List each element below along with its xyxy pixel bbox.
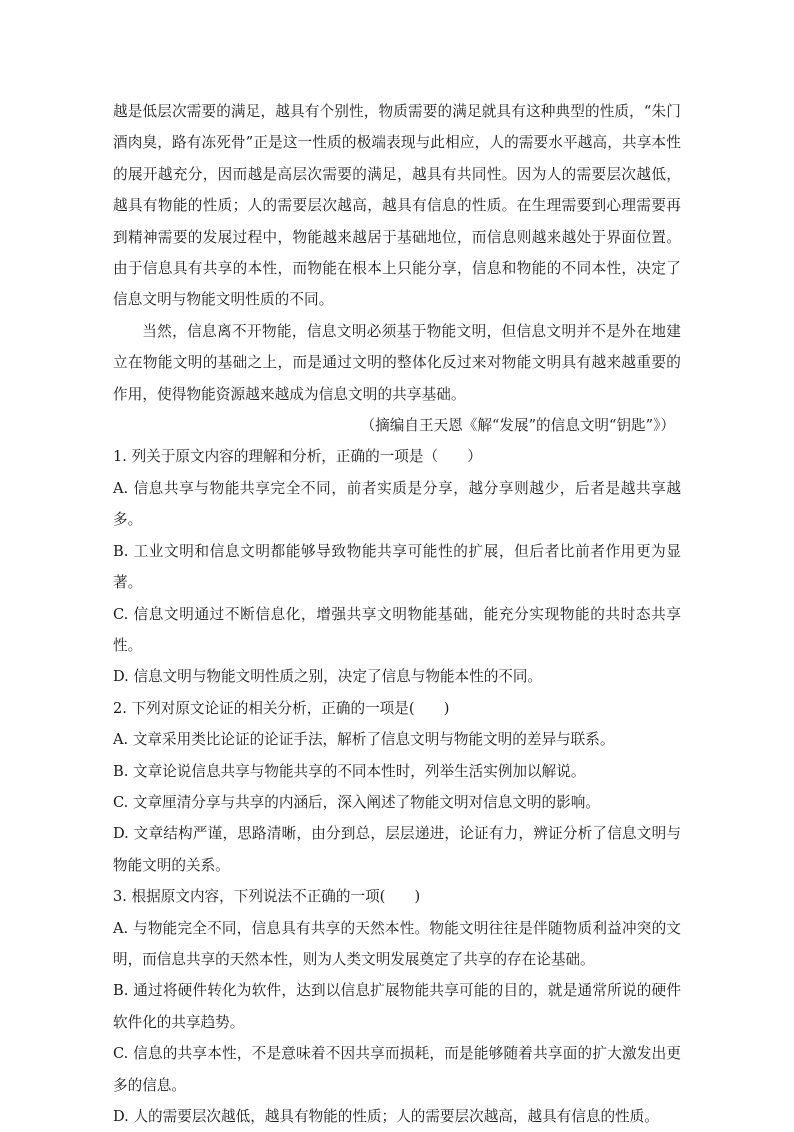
question-1-option-a: A. 信息共享与物能共享完全不同，前者实质是分享，越分享则越少，后者是越共享越多。 bbox=[113, 479, 681, 529]
question-2-stem: 2. 下列对原文论证的相关分析，正确的一项是( ) bbox=[113, 699, 450, 717]
question-2-option-c: C. 文章厘清分享与共享的内涵后，深入阐述了物能文明对信息文明的影响。 bbox=[113, 793, 600, 811]
passage-paragraph-2: 当然，信息离不开物能，信息文明必须基于物能文明，但信息文明并不是外在地建立在物能文明的基础之上，而是通过文明的整体化反过来对物能文明具有越来越重要的作用，使得物能资源越来越成为信息文明的共享基础。 bbox=[113, 322, 681, 403]
passage-paragraph-1: 越是低层次需要的满足，越具有个别性，物质需要的满足就具有这种典型的性质，“朱门酒肉臭，路有冻死骨”正是这一性质的极端表现与此相应，人的需要水平越高，共享本性的展开越充分，因而越是高层次需要的满足，越具有共同性。因为人的需要层次越低，越具有物能的性质；人的需要层次越高，越具有信息的性质。在生理需要到心理需要再到精神需要的发展过程中，物能越来越居于基础地位，而信息则越来越处于界面位置。由于信息具有共享的本性，而物能在根本上只能分享，信息和物能的不同本性，决定了信息文明与物能文明性质的不同。 bbox=[113, 103, 681, 309]
question-3-stem: 3. 根据原文内容，下列说法不正确的一项( ) bbox=[113, 888, 421, 906]
question-2 bbox=[113, 693, 681, 881]
question-1 bbox=[113, 441, 681, 692]
question-3 bbox=[113, 881, 681, 1132]
document-page bbox=[113, 96, 681, 1132]
question-1-stem: 1. 列关于原文内容的理解和分析，正确的一项是（ ） bbox=[113, 448, 482, 466]
question-1-option-b: B. 工业文明和信息文明都能够导致物能共享可能性的扩展，但后者比前者作用更为显著。 bbox=[113, 542, 681, 592]
question-3-option-b: B. 通过将硬件转化为软件，达到以信息扩展物能共享可能的目的，就是通常所说的硬件软件化的共享趋势。 bbox=[113, 982, 681, 1031]
question-1-option-c: C. 信息文明通过不断信息化，增强共享文明物能基础，能充分实现物能的共时态共享性。 bbox=[113, 605, 681, 654]
question-2-option-d: D. 文章结构严谨，思路清晰，由分到总，层层递进，论证有力，辨证分析了信息文明与物能文明的关系。 bbox=[113, 825, 681, 874]
question-2-option-a: A. 文章采用类比论证的论证手法，解析了信息文明与物能文明的差异与联系。 bbox=[113, 731, 615, 749]
question-3-option-a: A. 与物能完全不同，信息具有共享的天然本性。物能文明往往是伴随物质利益冲突的文明，而信息共享的天然本性，则为人类文明发展奠定了共享的存在论基础。 bbox=[113, 919, 681, 968]
question-3-option-d: D. 人的需要层次越低，越具有物能的性质；人的需要层次越高，越具有信息的性质。 bbox=[113, 1108, 659, 1125]
question-1-option-d: D. 信息文明与物能文明性质之别，决定了信息与物能本性的不同。 bbox=[113, 668, 543, 686]
passage-source: （摘编自王天恩《解“发展”的信息文明“钥匙”》） bbox=[360, 417, 675, 435]
question-2-option-b: B. 文章论说信息共享与物能共享的不同本性时，列举生活实例加以解说。 bbox=[113, 762, 586, 780]
question-3-option-c: C. 信息的共享本性，不是意味着不因共享而损耗，而是能够随着共享面的扩大激发出更多的信息。 bbox=[113, 1045, 681, 1094]
